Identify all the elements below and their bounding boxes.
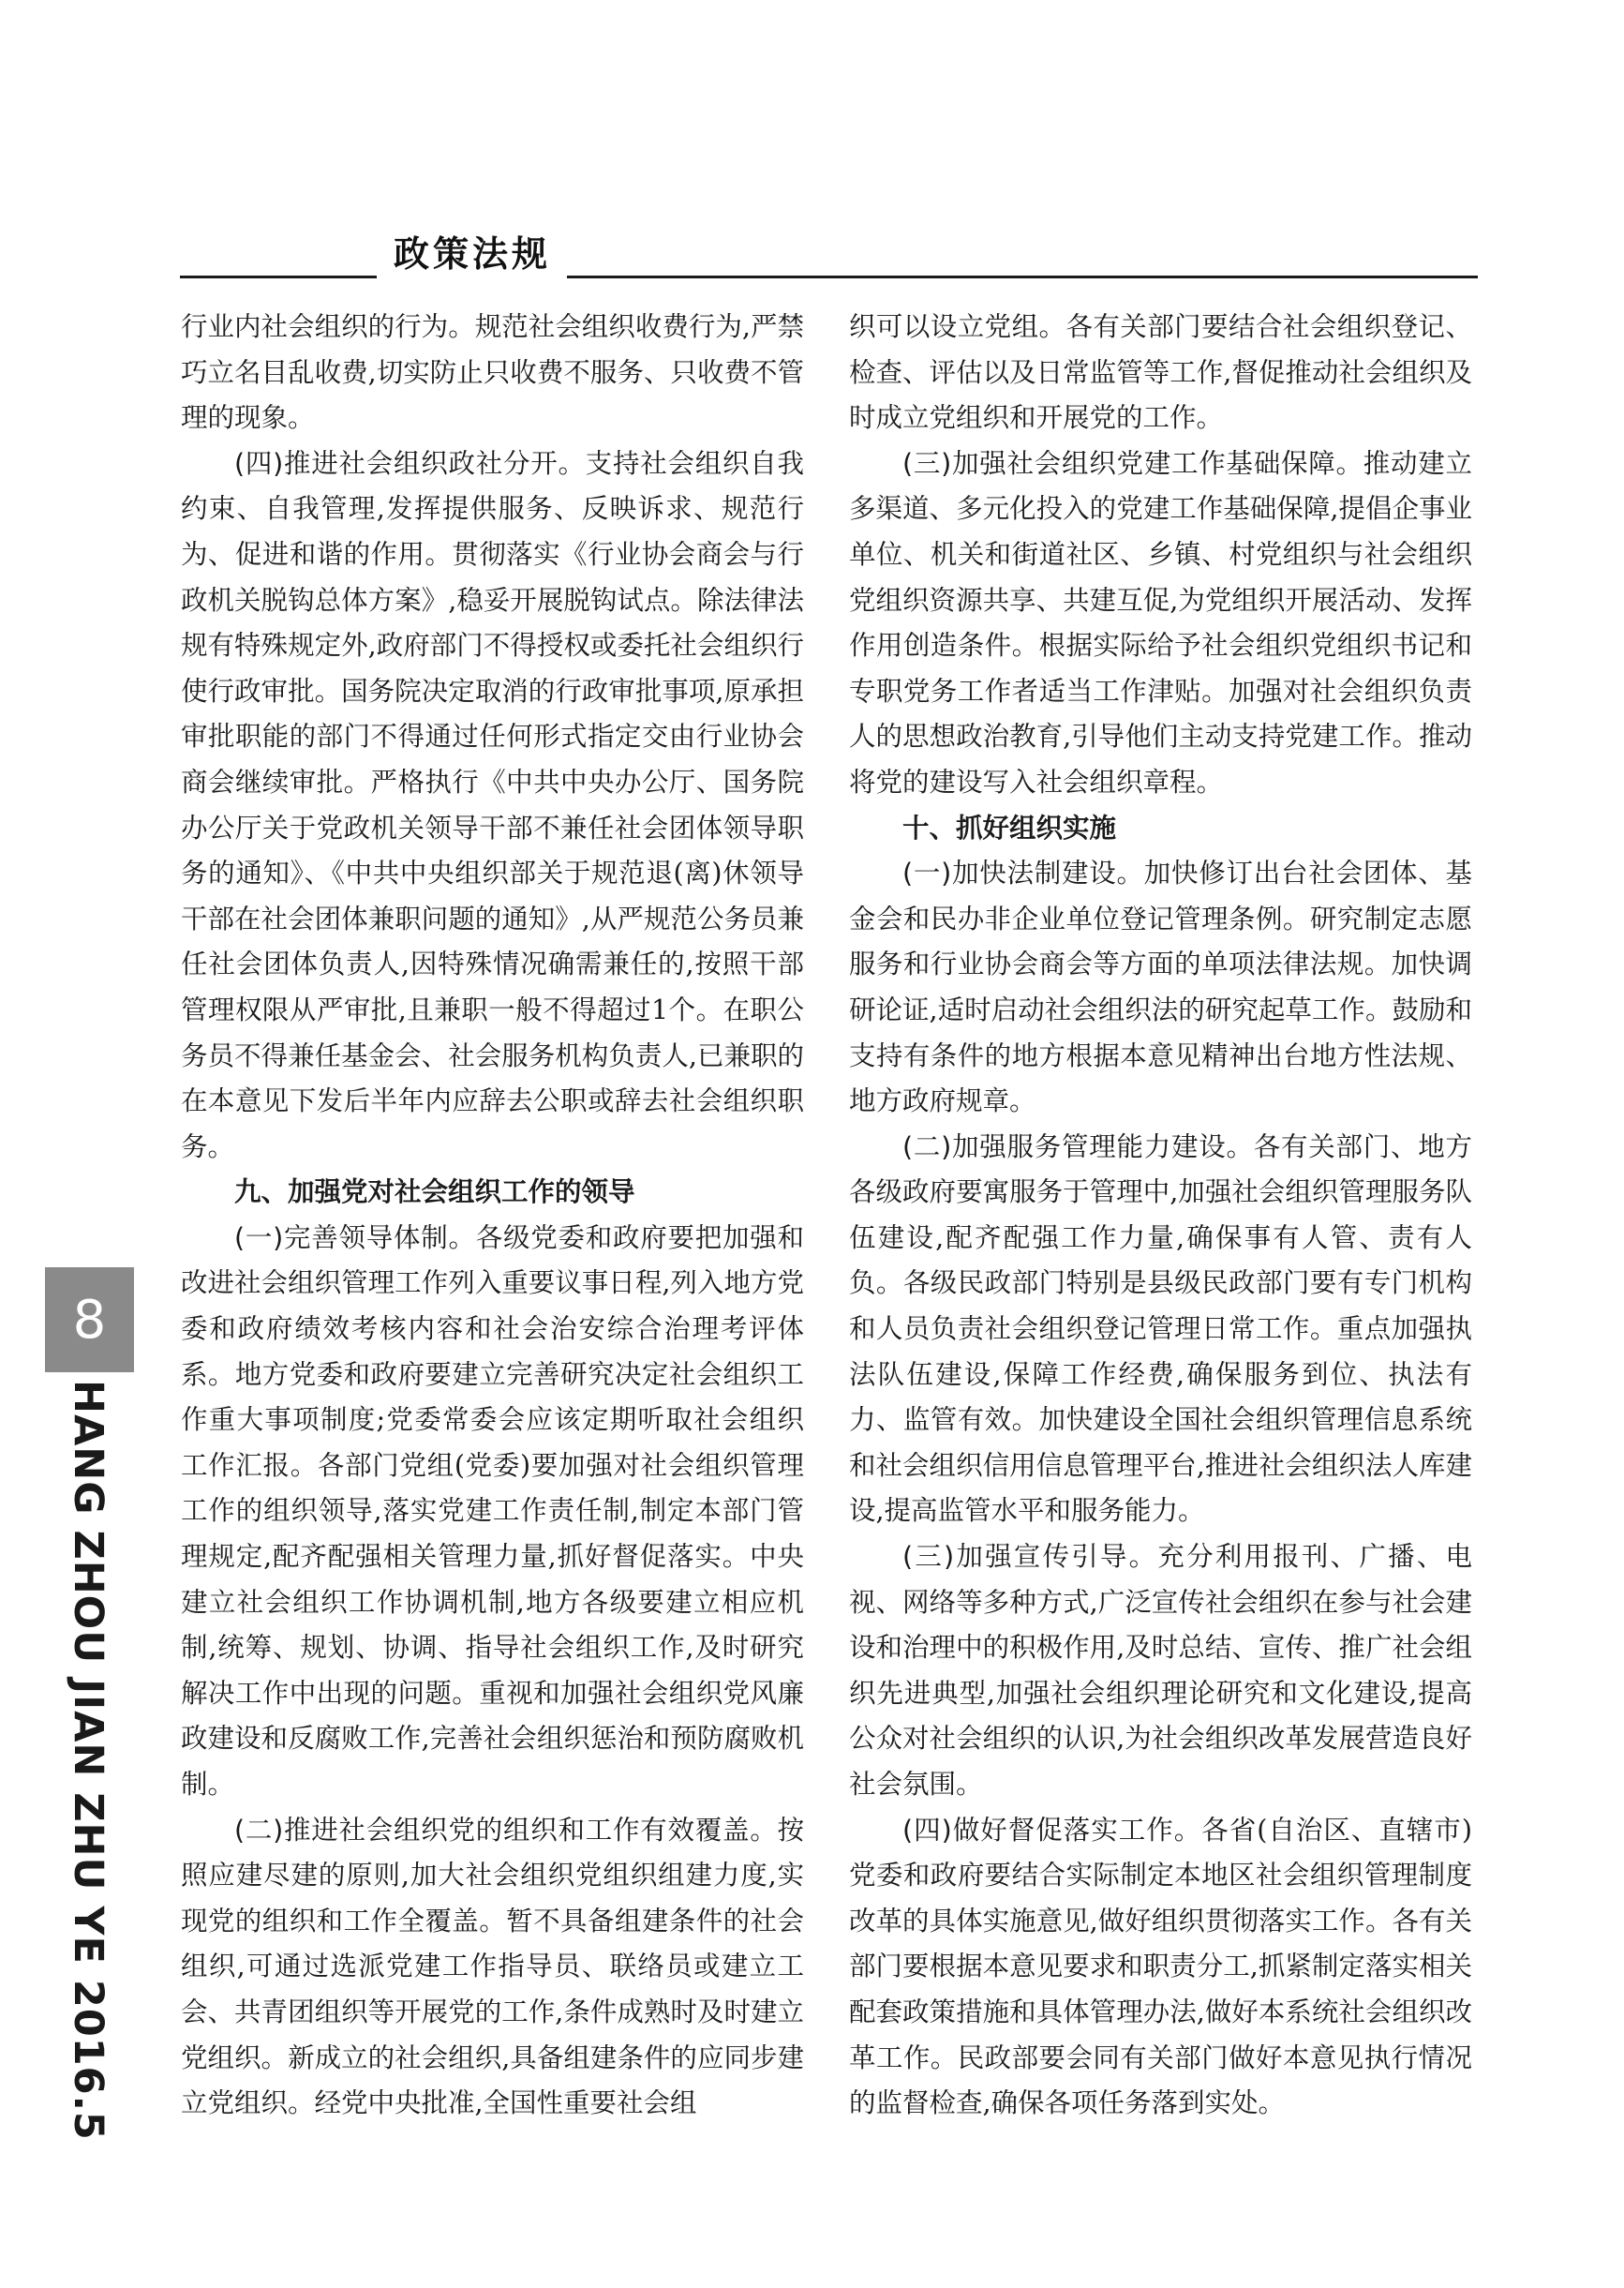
paragraph-lead: (四)推进社会组织政社分开。 [234, 447, 586, 479]
paragraph-body: 各有关部门、地方各级政府要寓服务于管理中,加强社会组织管理服务队伍建设,配齐配强工作力量,确保事有人管、责有人负。各级民政部门特别是县级民政部门要有专门机构和人员负责社会组织登记管理日常工作。重点加强执法队伍建设,保障工作经费,确保服务到位、执法有力、监管有效。加快建设全国社会组织管理信息系统和社会组织信用信息管理平台,推进社会组织法人库建设,提高监管水平和服务能力。 [849, 1130, 1472, 1527]
paragraph-body: 加快修订出台社会团体、基金会和民办非企业单位登记管理条例。研究制定志愿服务和行业协会商会等方面的单项法律法规。加快调研论证,适时启动社会组织法的研究起草工作。鼓励和支持有条件的地方根据本意见精神出台地方性法规、地方政府规章。 [849, 858, 1472, 1117]
paragraph-body: 按照应建尽建的原则,加大社会组织党组织组建力度,实现党的组织和工作全覆盖。暂不具备组建条件的社会组织,可通过选派党建工作指导员、联络员或建立工会、共青团组织等开展党的工作,条件成熟时及时建立党组织。新成立的社会组织,具备组建条件的应同步建立党组织。经党中央批准,全国性重要社会组 [181, 1814, 804, 2119]
paragraph-lead: (三)加强社会组织党建工作基础保障。 [902, 447, 1363, 479]
paragraph-lead: (三)加强宣传引导。 [902, 1541, 1158, 1573]
paragraph [181, 1216, 804, 1808]
paragraph-body: 各省(自治区、直辖市)党委和政府要结合实际制定本地区社会组织管理制度改革的具体实施意见,做好组织贯彻落实工作。各有关部门要根据本意见要求和职责分工,抓紧制定落实相关配套政策措施和具体管理办法,做好本系统社会组织改革工作。民政部要会同有关部门做好本意见执行情况的监督检查,确保各项任务落到实处。 [849, 1814, 1472, 2119]
paragraph-body: 支持社会组织自我约束、自我管理,发挥提供服务、反映诉求、规范行为、促进和谐的作用。贯彻落实《行业协会商会与行政机关脱钩总体方案》,稳妥开展脱钩试点。除法律法规有特殊规定外,政府部门不得授权或委托社会组织行使行政审批。国务院决定取消的行政审批事项,原承担审批职能的部门不得通过任何形式指定交由行业协会商会继续审批。严格执行《中共中央办公厅、国务院办公厅关于党政机关领导干部不兼任社会团体领导职务的通知》、《中共中央组织部关于规范退(离)休领导干部在社会团体兼职问题的通知》,从严规范公务员兼任社会团体负责人,因特殊情况确需兼任的,按照干部管理权限从严审批,且兼职一般不得超过1个。在职公务员不得兼任基金会、社会服务机构负责人,已兼职的在本意见下发后半年内应辞去公职或辞去社会组织职务。 [181, 447, 804, 1162]
paragraph-body: 推动建立多渠道、多元化投入的党建工作基础保障,提倡企事业单位、机关和街道社区、乡镇、村党组织与社会组织党组织资源共享、共建互促,为党组织开展活动、发挥作用创造条件。根据实际给予社会组织党组织书记和专职党务工作者适当工作津贴。加强对社会组织负责人的思想政治教育,引导他们主动支持党建工作。推动将党的建设写入社会组织章程。 [849, 447, 1472, 798]
paragraph: 织可以设立党组。各有关部门要结合社会组织登记、检查、评估以及日常监管等工作,督促推动社会组织及时成立党组织和开展党的工作。 [849, 311, 1472, 434]
paragraph: 行业内社会组织的行为。规范社会组织收费行为,严禁巧立名目乱收费,切实防止只收费不服务、只收费不管理的现象。 [181, 311, 804, 434]
journal-label: HANG ZHOU JIAN ZHU YE 2016.5 [65, 1380, 112, 2141]
paragraph [849, 1534, 1472, 1808]
header-rule-left [180, 276, 377, 278]
paragraph-body: 各级党委和政府要把加强和改进社会组织管理工作列入重要议事日程,列入地方党委和政府绩效考核内容和社会治安综合治理考评体系。地方党委和政府要建立完善研究决定社会组织工作重大事项制度;党委常委会应该定期听取社会组织工作汇报。各部门党组(党委)要加强对社会组织管理工作的组织领导,落实党建工作责任制,制定本部门管理规定,配齐配强相关管理力量,抓好督促落实。中央建立社会组织工作协调机制,地方各级要建立相应机制,统筹、规划、协调、指导社会组织工作,及时研究解决工作中出现的问题。重视和加强社会组织党风廉政建设和反腐败工作,完善社会组织惩治和预防腐败机制。 [181, 1221, 804, 1800]
paragraph [849, 1125, 1472, 1534]
paragraph-lead: (二)加强服务管理能力建设。 [902, 1130, 1254, 1162]
paragraph [849, 1808, 1472, 2127]
paragraph-lead: (二)推进社会组织党的组织和工作有效覆盖。 [234, 1814, 778, 1846]
paragraph [849, 851, 1472, 1125]
header-rule-right [567, 276, 1478, 278]
paragraph-lead: (一)加快法制建设。 [902, 858, 1144, 890]
paragraph-lead: (一)完善领导体制。 [234, 1221, 476, 1253]
left-column [181, 305, 804, 2127]
paragraph [181, 1808, 804, 2127]
page-number-box [45, 1267, 134, 1372]
paragraph [181, 441, 804, 1171]
section-heading: 九、加强党对社会组织工作的领导 [234, 1176, 635, 1208]
paragraph [849, 441, 1472, 806]
right-column [849, 305, 1472, 2127]
section-heading: 十、抓好组织实施 [902, 812, 1117, 844]
section-title: 政策法规 [393, 233, 551, 275]
paragraph-lead: (四)做好督促落实工作。 [902, 1814, 1202, 1846]
paragraph-body: 充分利用报刊、广播、电视、网络等多种方式,广泛宣传社会组织在参与社会建设和治理中的积极作用,及时总结、宣传、推广社会组织先进典型,加强社会组织理论研究和文化建设,提高公众对社会组织的认识,为社会组织改革发展营造良好社会氛围。 [849, 1541, 1472, 1800]
page-number: 8 [72, 1289, 107, 1351]
